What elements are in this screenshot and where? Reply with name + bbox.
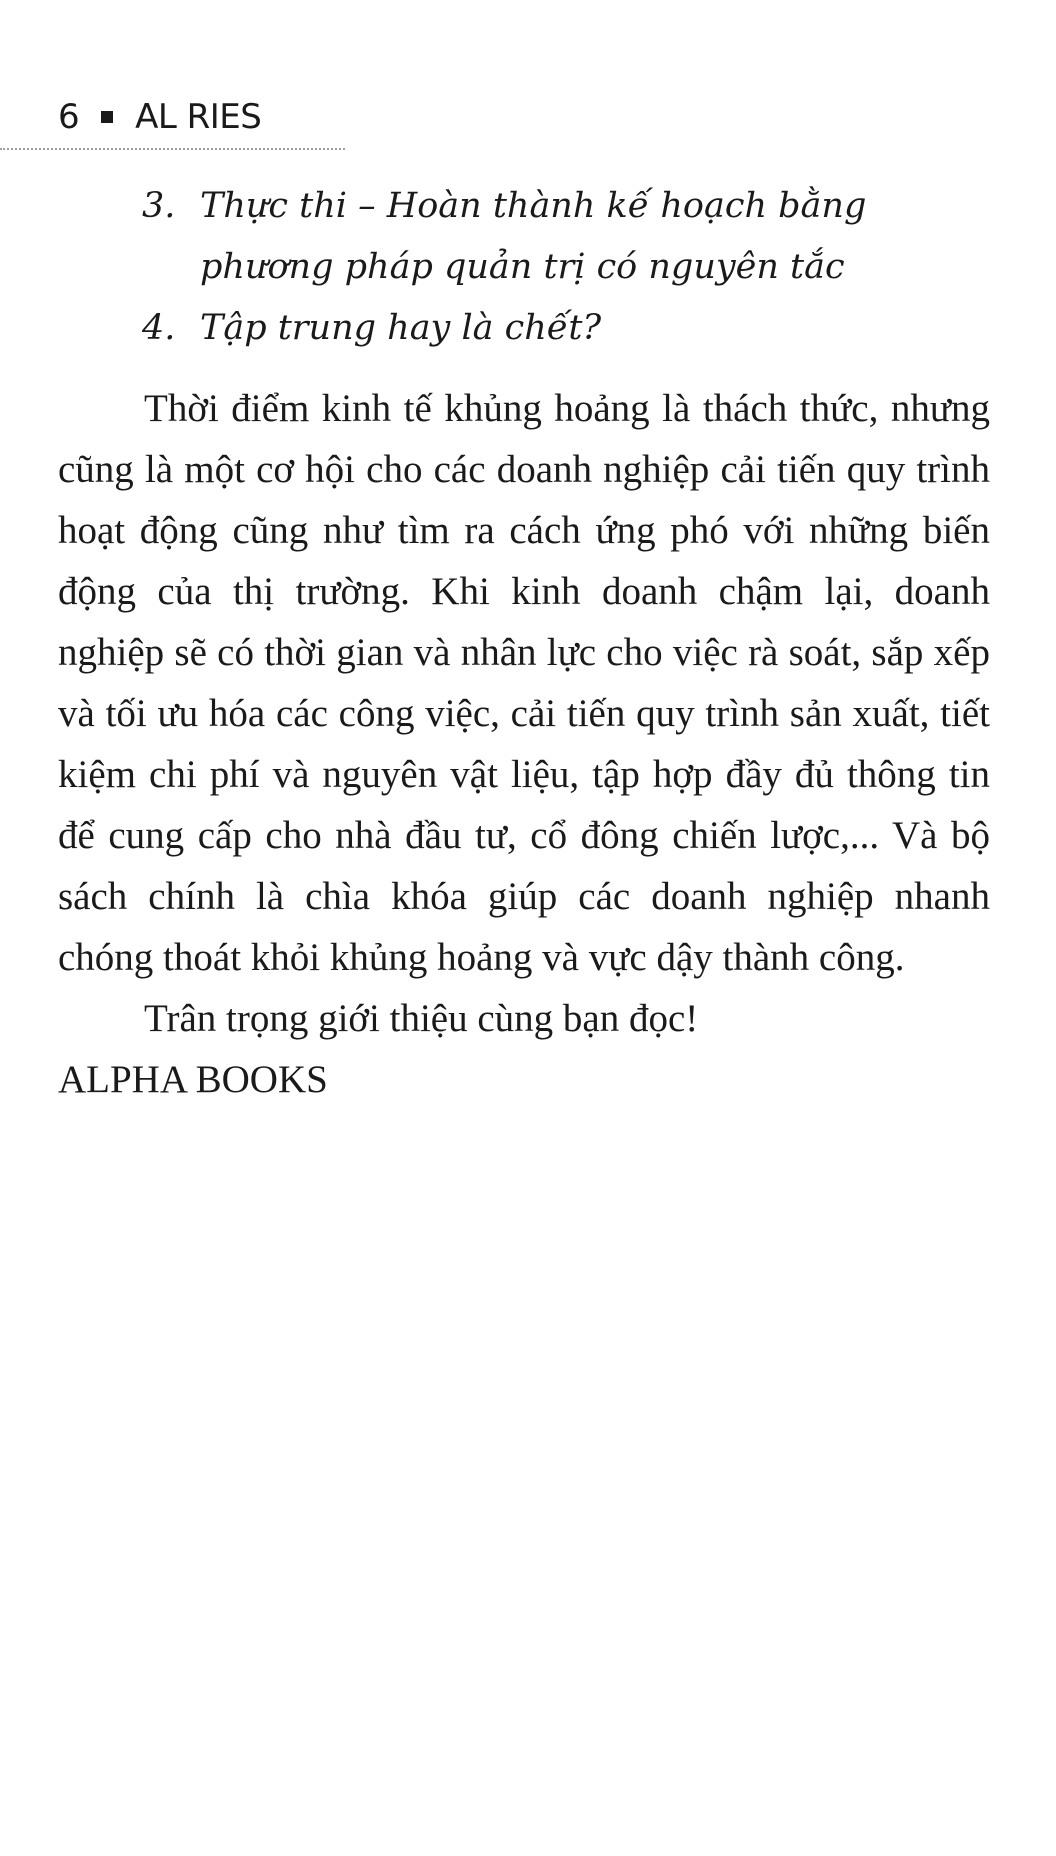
closing-line: Trân trọng giới thiệu cùng bạn đọc! <box>144 997 699 1040</box>
list-item-number: 4. <box>142 308 176 348</box>
numbered-list <box>0 176 1056 359</box>
body-paragraph: Thời điểm kinh tế khủng hoảng là thách thức, nhưng cũng là một cơ hội cho các doanh nghiệp cải tiến quy trình hoạt động cũng như tìm ra cách ứng phó với những biến động của thị trường. Khi kinh doanh chậm lại, doanh nghiệp sẽ có thời gian và nhân lực cho việc rà soát, sắp xếp và tối ưu hóa các công việc, cải tiến quy trình sản xuất, tiết kiệm chi phí và nguyên vật liệu, tập hợp đầy đủ thông tin để cung cấp cho nhà đầu tư, cổ đông chiến lược,... Và bộ sách chính là chìa khóa giúp các doanh nghiệp nhanh chóng thoát khỏi khủng hoảng và vực dậy thành công. <box>58 387 990 979</box>
author-name: AL RIES <box>135 97 262 137</box>
body-text <box>58 378 990 1110</box>
page-number: 6 <box>58 97 80 137</box>
list-item-text: Thực thi – Hoàn thành kế hoạch bằng phương pháp quản trị có nguyên tắc <box>200 186 867 287</box>
header-dotted-rule <box>0 148 345 150</box>
publisher-signature: ALPHA BOOKS <box>58 1058 328 1101</box>
list-item <box>0 298 1056 359</box>
running-header <box>58 92 261 142</box>
square-bullet-icon <box>101 111 113 123</box>
list-item-number: 3. <box>142 186 176 226</box>
list-item <box>0 176 1056 298</box>
list-item-text: Tập trung hay là chết? <box>200 308 602 348</box>
